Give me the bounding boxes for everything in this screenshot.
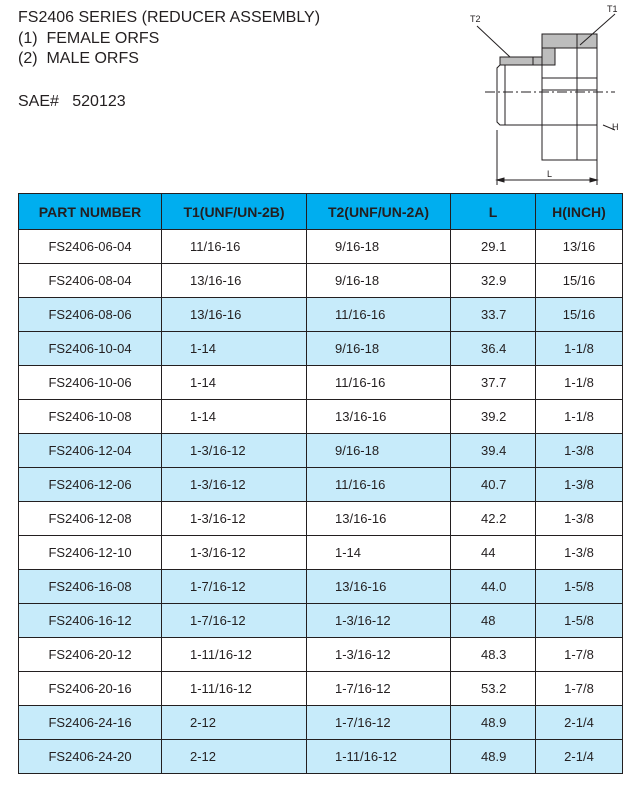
col-l: L [451,194,536,230]
cell-h: 1-5/8 [536,604,623,638]
cell-t2: 1-3/16-12 [307,638,451,672]
cell-t1: 13/16-16 [162,298,307,332]
cell-h: 1-3/8 [536,536,623,570]
table-row [19,638,623,672]
table-row [19,366,623,400]
cell-h: 15/16 [536,298,623,332]
cell-h: 1-1/8 [536,366,623,400]
cell-t2: 1-3/16-12 [307,604,451,638]
cell-t2: 11/16-16 [307,298,451,332]
spec-table [18,193,623,774]
cell-t2: 1-11/16-12 [307,740,451,774]
cell-part-number: FS2406-20-12 [19,638,162,672]
cell-l: 32.9 [451,264,536,298]
cell-part-number: FS2406-12-10 [19,536,162,570]
subtitle-female: (1) FEMALE ORFS [18,30,160,47]
fitting-drawing [455,0,633,190]
table-row [19,706,623,740]
t1-label: T1 [607,4,618,14]
cell-l: 29.1 [451,230,536,264]
table-row [19,604,623,638]
table-row [19,230,623,264]
cell-part-number: FS2406-12-08 [19,502,162,536]
cell-t2: 9/16-18 [307,434,451,468]
cell-part-number: FS2406-10-04 [19,332,162,366]
table-row [19,502,623,536]
table-row [19,298,623,332]
table-header-row [19,194,623,230]
cell-t1: 1-14 [162,366,307,400]
cell-t1: 11/16-16 [162,230,307,264]
cell-t2: 11/16-16 [307,366,451,400]
cell-h: 1-3/8 [536,502,623,536]
cell-part-number: FS2406-10-08 [19,400,162,434]
table-row [19,536,623,570]
table-row [19,400,623,434]
cell-h: 1-5/8 [536,570,623,604]
cell-l: 42.2 [451,502,536,536]
cell-part-number: FS2406-24-16 [19,706,162,740]
h-label: H [612,122,619,132]
cell-t2: 1-14 [307,536,451,570]
l-label: L [547,169,553,179]
cell-part-number: FS2406-12-04 [19,434,162,468]
cell-l: 36.4 [451,332,536,366]
cell-h: 2-1/4 [536,740,623,774]
cell-part-number: FS2406-12-06 [19,468,162,502]
cell-l: 48.9 [451,740,536,774]
cell-t2: 9/16-18 [307,230,451,264]
cell-part-number: FS2406-24-20 [19,740,162,774]
table-row [19,264,623,298]
cell-t1: 2-12 [162,706,307,740]
table-row [19,434,623,468]
cell-l: 39.2 [451,400,536,434]
cell-part-number: FS2406-20-16 [19,672,162,706]
cell-h: 1-1/8 [536,400,623,434]
cell-h: 15/16 [536,264,623,298]
cell-l: 53.2 [451,672,536,706]
sae-number: SAE# 520123 [18,93,126,110]
cell-l: 48.9 [451,706,536,740]
table-row [19,740,623,774]
cell-h: 13/16 [536,230,623,264]
cell-h: 2-1/4 [536,706,623,740]
cell-part-number: FS2406-16-12 [19,604,162,638]
cell-l: 44 [451,536,536,570]
cell-h: 1-3/8 [536,434,623,468]
cell-t1: 1-3/16-12 [162,434,307,468]
cell-part-number: FS2406-10-06 [19,366,162,400]
cell-l: 48 [451,604,536,638]
cell-part-number: FS2406-16-08 [19,570,162,604]
cell-l: 33.7 [451,298,536,332]
cell-h: 1-1/8 [536,332,623,366]
cell-t1: 2-12 [162,740,307,774]
cell-t1: 1-14 [162,400,307,434]
cell-t2: 1-7/16-12 [307,672,451,706]
cell-t2: 1-7/16-12 [307,706,451,740]
cell-t1: 1-7/16-12 [162,570,307,604]
table-row [19,468,623,502]
cell-part-number: FS2406-08-04 [19,264,162,298]
cell-h: 1-7/8 [536,638,623,672]
cell-t2: 9/16-18 [307,332,451,366]
t2-label: T2 [470,14,481,24]
cell-t1: 1-11/16-12 [162,672,307,706]
cell-h: 1-7/8 [536,672,623,706]
cell-t1: 1-3/16-12 [162,536,307,570]
table-row [19,332,623,366]
cell-part-number: FS2406-06-04 [19,230,162,264]
cell-l: 39.4 [451,434,536,468]
table-row [19,570,623,604]
cell-t2: 13/16-16 [307,502,451,536]
cell-t1: 1-11/16-12 [162,638,307,672]
subtitle-male: (2) MALE ORFS [18,50,139,67]
cell-t2: 13/16-16 [307,570,451,604]
cell-t2: 13/16-16 [307,400,451,434]
table-row [19,672,623,706]
cell-t1: 13/16-16 [162,264,307,298]
cell-l: 48.3 [451,638,536,672]
cell-t1: 1-7/16-12 [162,604,307,638]
cell-t1: 1-14 [162,332,307,366]
cell-t1: 1-3/16-12 [162,468,307,502]
col-t2: T2(UNF/UN-2A) [307,194,451,230]
cell-h: 1-3/8 [536,468,623,502]
cell-l: 40.7 [451,468,536,502]
cell-l: 37.7 [451,366,536,400]
cell-l: 44.0 [451,570,536,604]
cell-t2: 11/16-16 [307,468,451,502]
col-part-number: PART NUMBER [19,194,162,230]
cell-part-number: FS2406-08-06 [19,298,162,332]
col-t1: T1(UNF/UN-2B) [162,194,307,230]
cell-t1: 1-3/16-12 [162,502,307,536]
cell-t2: 9/16-18 [307,264,451,298]
col-h: H(INCH) [536,194,623,230]
series-title: FS2406 SERIES (REDUCER ASSEMBLY) [18,9,321,26]
